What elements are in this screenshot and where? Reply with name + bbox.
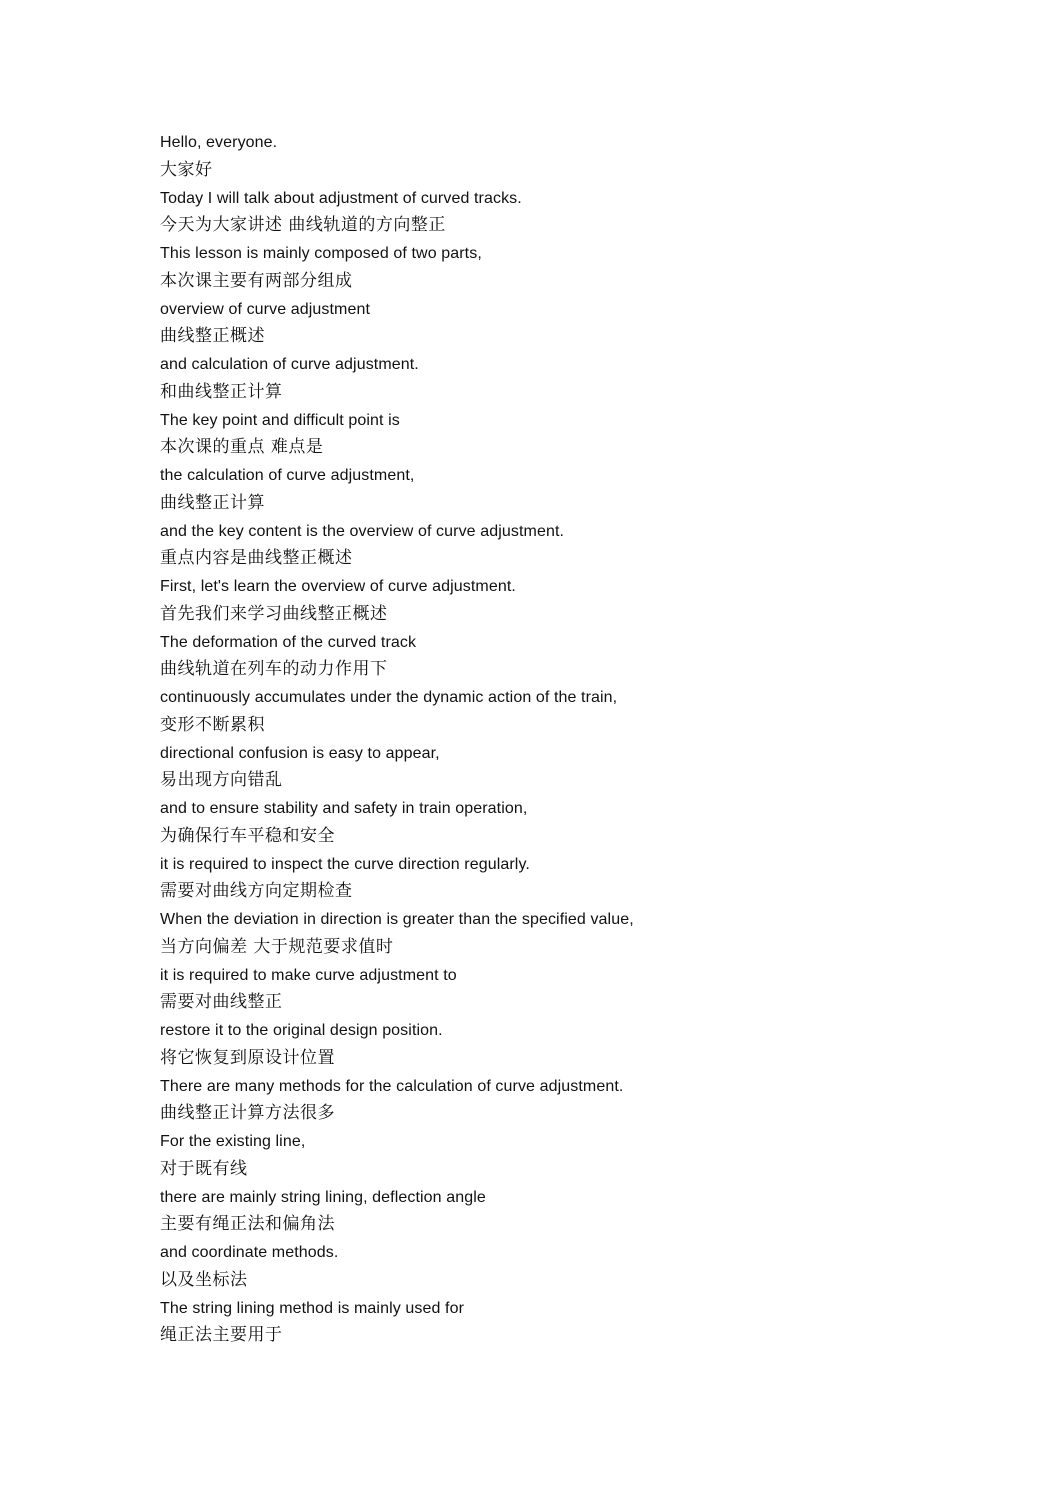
text-line-en: For the existing line, (160, 1133, 306, 1150)
text-line-zh: 绳正法主要用于 (160, 1325, 283, 1346)
text-line-en: This lesson is mainly composed of two parts, (160, 245, 482, 262)
text-line-en: When the deviation in direction is greater than the specified value, (160, 911, 634, 928)
text-line-en: The key point and difficult point is (160, 411, 400, 429)
text-line-zh: 需要对曲线整正 (160, 992, 283, 1013)
text-line-zh: 易出现方向错乱 (160, 770, 283, 791)
text-line-zh: 曲线整正计算 (160, 492, 265, 513)
text-line-zh: 曲线整正计算方法很多 (160, 1103, 335, 1124)
text-line-en: Today I will talk about adjustment of curved tracks. (160, 189, 522, 207)
text-line-en: it is required to inspect the curve direction regularly. (160, 855, 530, 873)
text-line-en: and to ensure stability and safety in train operation, (160, 800, 528, 817)
text-line-zh: 曲线整正概述 (160, 326, 265, 347)
text-line-zh: 大家好 (160, 159, 213, 180)
text-line-zh: 本次课的重点 难点是 (160, 437, 324, 458)
text-line-zh: 需要对曲线方向定期检查 (160, 881, 353, 902)
text-line-zh: 将它恢复到原设计位置 (160, 1047, 335, 1068)
text-line-en: overview of curve adjustment (160, 300, 371, 318)
text-line-en: restore it to the original design position. (160, 1022, 443, 1039)
text-line-en: Hello, everyone. (160, 134, 278, 151)
text-line-zh: 变形不断累积 (160, 714, 265, 735)
text-line-zh: 首先我们来学习曲线整正概述 (160, 603, 388, 624)
text-line-zh: 曲线轨道在列车的动力作用下 (160, 659, 388, 680)
text-line-en: The string lining method is mainly used for (160, 1299, 464, 1317)
text-line-zh: 主要有绳正法和偏角法 (160, 1214, 335, 1235)
text-line-en: and coordinate methods. (160, 1244, 339, 1261)
text-line-en: the calculation of curve adjustment, (160, 467, 415, 484)
text-line-zh: 今天为大家讲述 曲线轨道的方向整正 (160, 215, 446, 236)
text-line-zh: 以及坐标法 (160, 1269, 248, 1290)
text-line-zh: 重点内容是曲线整正概述 (160, 548, 353, 569)
text-line-zh: 当方向偏差 大于规范要求值时 (160, 936, 394, 957)
text-line-zh: 和曲线整正计算 (160, 381, 283, 402)
text-line-en: First, let's learn the overview of curve adjustment. (160, 578, 516, 595)
transcript-text (160, 129, 980, 1350)
text-line-zh: 对于既有线 (160, 1158, 248, 1179)
text-line-en: continuously accumulates under the dynamic action of the train, (160, 689, 618, 706)
text-line-en: there are mainly string lining, deflection angle (160, 1188, 486, 1206)
text-line-en: and the key content is the overview of curve adjustment. (160, 522, 565, 540)
text-line-zh: 本次课主要有两部分组成 (160, 270, 353, 291)
text-line-en: and calculation of curve adjustment. (160, 356, 419, 373)
text-line-zh: 为确保行车平稳和安全 (160, 825, 335, 846)
text-line-en: There are many methods for the calculation of curve adjustment. (160, 1077, 624, 1095)
text-line-en: it is required to make curve adjustment to (160, 966, 457, 984)
text-line-en: The deformation of the curved track (160, 633, 417, 651)
text-line-en: directional confusion is easy to appear, (160, 744, 440, 762)
